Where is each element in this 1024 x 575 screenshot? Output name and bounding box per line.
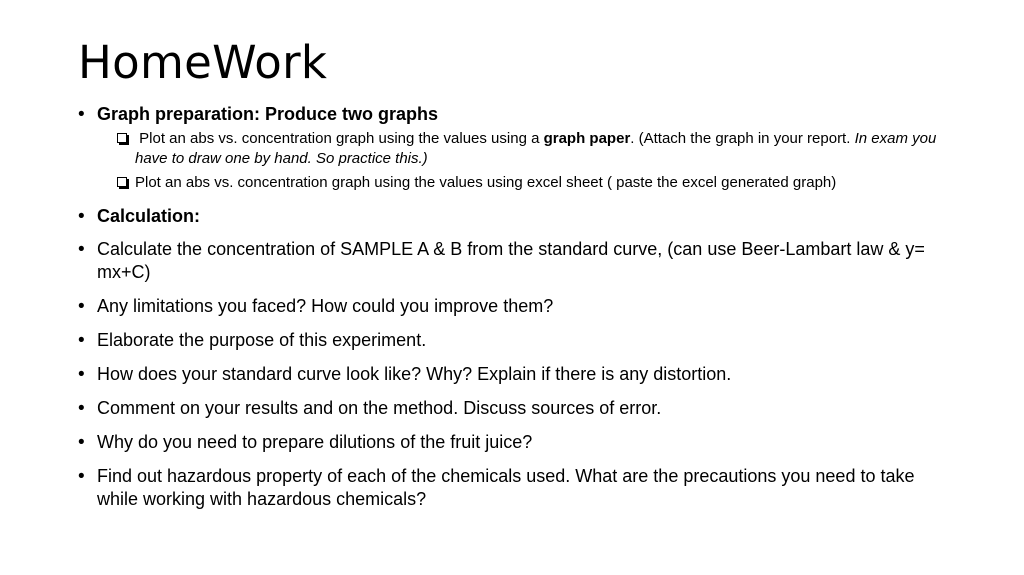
bullet-icon: • xyxy=(78,398,85,419)
list-item xyxy=(78,397,958,420)
list-item xyxy=(78,329,958,352)
sub-item-graph-paper xyxy=(78,129,958,169)
list-item xyxy=(78,238,958,284)
slide-body xyxy=(78,103,958,511)
slide-title: HomeWork xyxy=(78,36,328,89)
bullet-icon: • xyxy=(78,206,85,227)
list-item-text: Any limitations you faced? How could you improve them? xyxy=(97,296,554,316)
list-item-graph-preparation xyxy=(78,103,958,126)
list-item xyxy=(78,363,958,386)
bullet-icon: • xyxy=(78,432,85,453)
list-item-text: Elaborate the purpose of this experiment. xyxy=(97,330,427,350)
bullet-icon: • xyxy=(78,466,85,487)
list-item-text: Calculate the concentration of SAMPLE A & B from the standard curve, (can use Beer-Lambart law & y= mx+C) xyxy=(97,239,925,282)
list-item-text: Why do you need to prepare dilutions of the fruit juice? xyxy=(97,432,533,452)
list-item xyxy=(78,295,958,318)
sub1-pre: Plot an abs vs. concentration graph using the values using a xyxy=(139,130,544,147)
list-item-calculation xyxy=(78,205,958,228)
bullet-icon: • xyxy=(78,364,85,385)
sub1-italic: In exam you have to draw one by hand. So practice this.) xyxy=(135,130,937,167)
sub2-text: Plot an abs vs. concentration graph using the values using excel sheet ( paste the excel generated graph) xyxy=(135,174,837,191)
sub-item-text xyxy=(135,130,936,167)
checkbox-square-icon xyxy=(117,133,127,143)
list-item-text: How does your standard curve look like? Why? Explain if there is any distortion. xyxy=(97,364,732,384)
list-item xyxy=(78,465,958,511)
sub1-mid: . (Attach the graph in your report. xyxy=(630,130,855,147)
sub-item-excel xyxy=(78,173,958,193)
calculation-heading: Calculation: xyxy=(97,206,201,226)
bullet-icon: • xyxy=(78,330,85,351)
bullet-icon: • xyxy=(78,296,85,317)
bullet-icon: • xyxy=(78,104,85,125)
sub1-bold: graph paper xyxy=(543,130,631,147)
checkbox-square-icon xyxy=(117,177,127,187)
graph-preparation-heading: Graph preparation: Produce two graphs xyxy=(97,104,439,124)
bullet-icon: • xyxy=(78,239,85,260)
list-item xyxy=(78,431,958,454)
list-item-text: Comment on your results and on the method. Discuss sources of error. xyxy=(97,398,662,418)
list-item-text: Find out hazardous property of each of the chemicals used. What are the precautions you need to take while working with hazardous chemicals? xyxy=(97,466,915,509)
